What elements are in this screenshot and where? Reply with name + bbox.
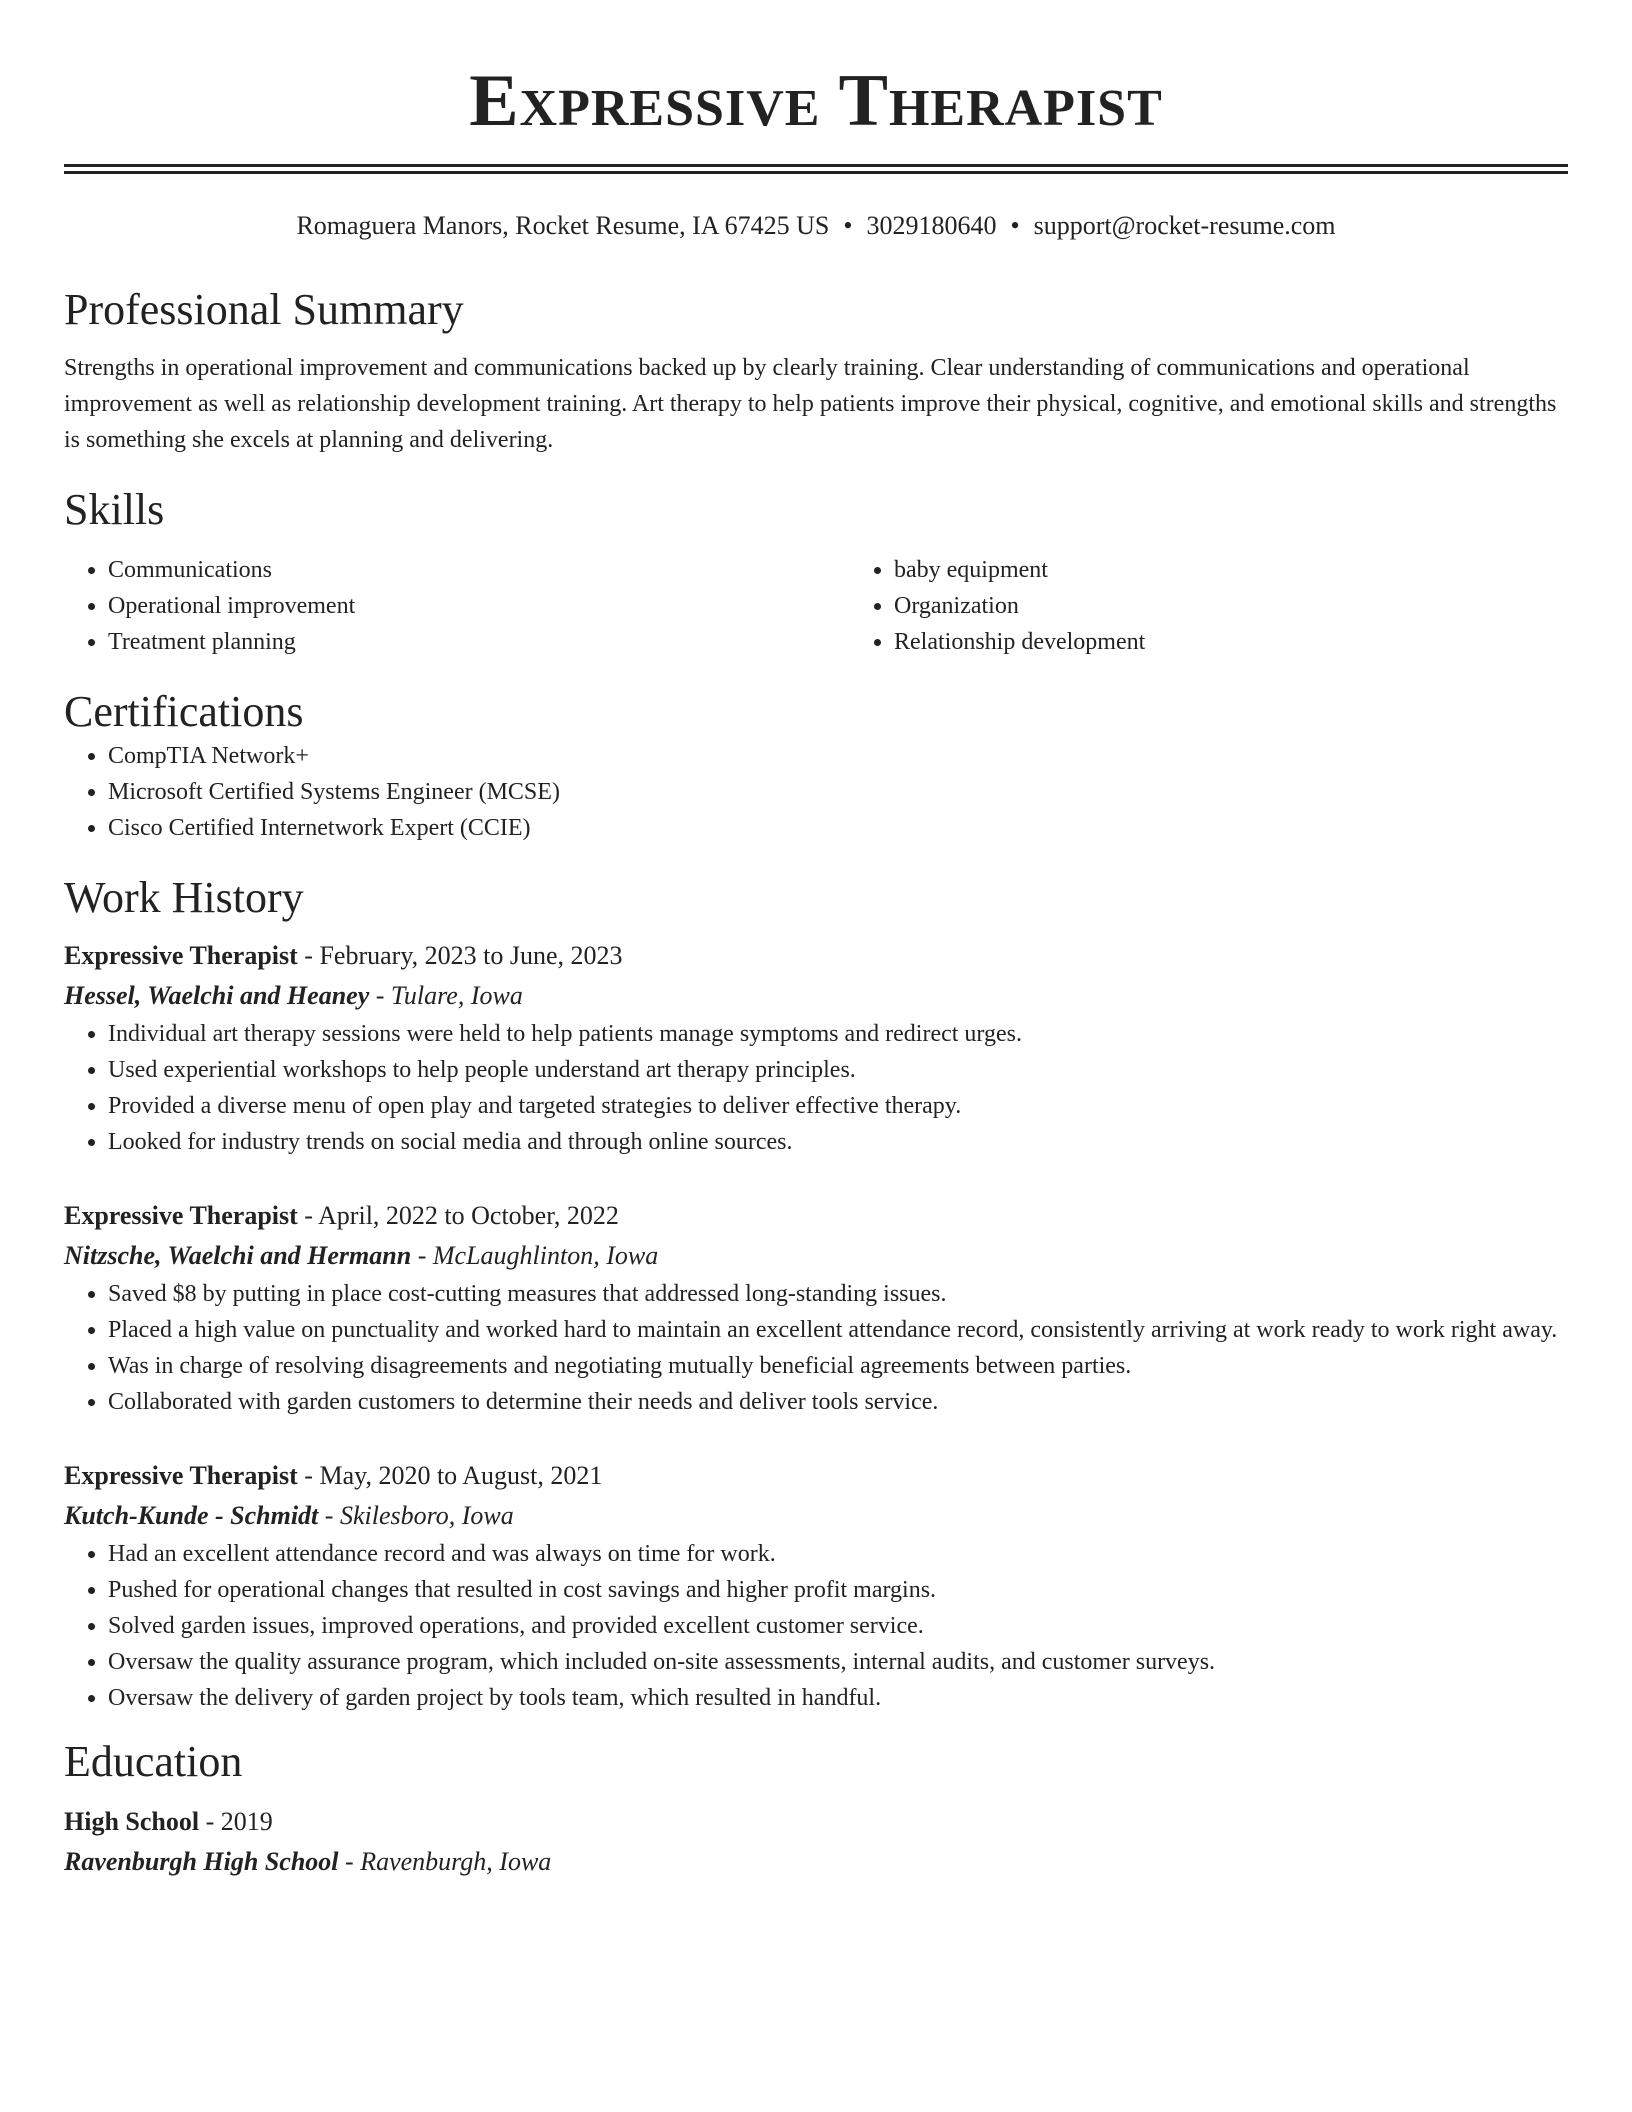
job-title-line <box>64 1196 1568 1236</box>
dash: - <box>318 1501 340 1530</box>
dash: - <box>411 1241 433 1270</box>
job-role: Expressive Therapist <box>64 1201 298 1230</box>
certification-item: • Microsoft Certified Systems Engineer (MCSE) <box>108 774 1568 810</box>
dash: - <box>297 1201 319 1230</box>
job-entry <box>64 1456 1568 1716</box>
job-title-line <box>64 1456 1568 1496</box>
contact-address: Romaguera Manors, Rocket Resume, IA 67425 US <box>296 211 830 240</box>
job-location: McLaughlinton, Iowa <box>432 1241 659 1270</box>
certification-item: • Cisco Certified Internetwork Expert (CCIE) <box>108 810 1568 846</box>
skills-list-left <box>64 552 850 660</box>
job-bullets <box>64 1016 1568 1160</box>
job-dates: February, 2023 to June, 2023 <box>319 941 623 970</box>
job-bullet: • Saved $8 by putting in place cost-cutting measures that addressed long-standing issues. <box>108 1276 1568 1312</box>
job-role: Expressive Therapist <box>64 941 298 970</box>
job-bullet: • Individual art therapy sessions were held to help patients manage symptoms and redirect urges. <box>108 1016 1568 1052</box>
job-title-line <box>64 936 1568 976</box>
skill-item: • Communications <box>108 552 850 588</box>
job-bullet: • Had an excellent attendance record and was always on time for work. <box>108 1536 1568 1572</box>
education-school: Ravenburgh High School <box>64 1847 339 1876</box>
contact-line <box>64 210 1568 242</box>
job-dates: April, 2022 to October, 2022 <box>318 1201 619 1230</box>
job-location: Tulare, Iowa <box>390 981 523 1010</box>
contact-phone: 3029180640 <box>866 211 997 240</box>
job-bullet: • Solved garden issues, improved operations, and provided excellent customer service. <box>108 1608 1568 1644</box>
job-role: Expressive Therapist <box>64 1461 298 1490</box>
education-degree: High School <box>64 1807 200 1836</box>
skill-item: • Operational improvement <box>108 588 850 624</box>
skills-grid <box>64 552 1568 660</box>
job-company-line <box>64 976 1568 1016</box>
job-dates: May, 2020 to August, 2021 <box>319 1461 603 1490</box>
summary-text: Strengths in operational improvement and communications backed up by clearly training. Clear understanding of communications and operational improvement as well as relationship development training. Art therapy to help patients improve their physical, cognitive, and emotional skills and strengths is something she excels at planning and delivering. <box>64 355 1557 453</box>
education-location: Ravenburgh, Iowa <box>360 1847 552 1876</box>
dash: - <box>199 1807 221 1836</box>
job-bullet: • Looked for industry trends on social media and through online sources. <box>108 1124 1568 1160</box>
job-entry <box>64 936 1568 1160</box>
job-entry <box>64 1196 1568 1420</box>
job-bullet: • Was in charge of resolving disagreements and negotiating mutually beneficial agreements between parties. <box>108 1348 1568 1384</box>
job-bullet: • Used experiential workshops to help people understand art therapy principles. <box>108 1052 1568 1088</box>
education-heading: Education <box>64 1737 243 1786</box>
job-bullet: • Placed a high value on punctuality and worked hard to maintain an excellent attendance record, consistently arriving at work ready to work right away. <box>108 1312 1568 1348</box>
certifications-heading: Certifications <box>64 687 304 736</box>
certification-item: • CompTIA Network+ <box>108 738 1568 774</box>
skill-item: • Organization <box>894 588 1632 624</box>
contact-email: support@rocket-resume.com <box>1033 211 1336 240</box>
job-company-line <box>64 1236 1568 1276</box>
job-bullet: • Pushed for operational changes that resulted in cost savings and higher profit margins. <box>108 1572 1568 1608</box>
job-bullets <box>64 1536 1568 1716</box>
job-location: Skilesboro, Iowa <box>339 1501 514 1530</box>
job-company-line <box>64 1496 1568 1536</box>
job-bullet: • Oversaw the quality assurance program, which included on-site assessments, internal audits, and customer surveys. <box>108 1644 1568 1680</box>
job-company: Hessel, Waelchi and Heaney <box>64 981 370 1010</box>
work-history-heading: Work History <box>64 873 304 922</box>
job-bullets <box>64 1276 1568 1420</box>
job-bullet: • Collaborated with garden customers to determine their needs and deliver tools service. <box>108 1384 1568 1420</box>
dash: - <box>338 1847 361 1876</box>
dash: - <box>369 981 391 1010</box>
summary-heading: Professional Summary <box>64 285 464 334</box>
job-company: Nitzsche, Waelchi and Hermann <box>64 1241 412 1270</box>
certifications-list <box>64 738 1568 846</box>
education-entry <box>64 1802 1568 1882</box>
education-school-line <box>64 1842 1568 1882</box>
job-bullet: • Provided a diverse menu of open play and targeted strategies to deliver effective therapy. <box>108 1088 1568 1124</box>
job-company: Kutch-Kunde - Schmidt <box>64 1501 319 1530</box>
skill-item: • baby equipment <box>894 552 1632 588</box>
skills-list-right <box>850 552 1632 660</box>
skill-item: • Treatment planning <box>108 624 850 660</box>
header-double-rule <box>64 164 1568 174</box>
dash: - <box>297 941 320 970</box>
education-year: 2019 <box>220 1807 273 1836</box>
contact-separator: • <box>843 211 853 240</box>
contact-separator: • <box>1010 211 1020 240</box>
education-degree-line <box>64 1802 1568 1842</box>
skill-item: • Relationship development <box>894 624 1632 660</box>
candidate-name: Expressive Therapist <box>469 60 1163 142</box>
job-bullet: • Oversaw the delivery of garden project by tools team, which resulted in handful. <box>108 1680 1568 1716</box>
skills-heading: Skills <box>64 485 165 534</box>
dash: - <box>297 1461 320 1490</box>
